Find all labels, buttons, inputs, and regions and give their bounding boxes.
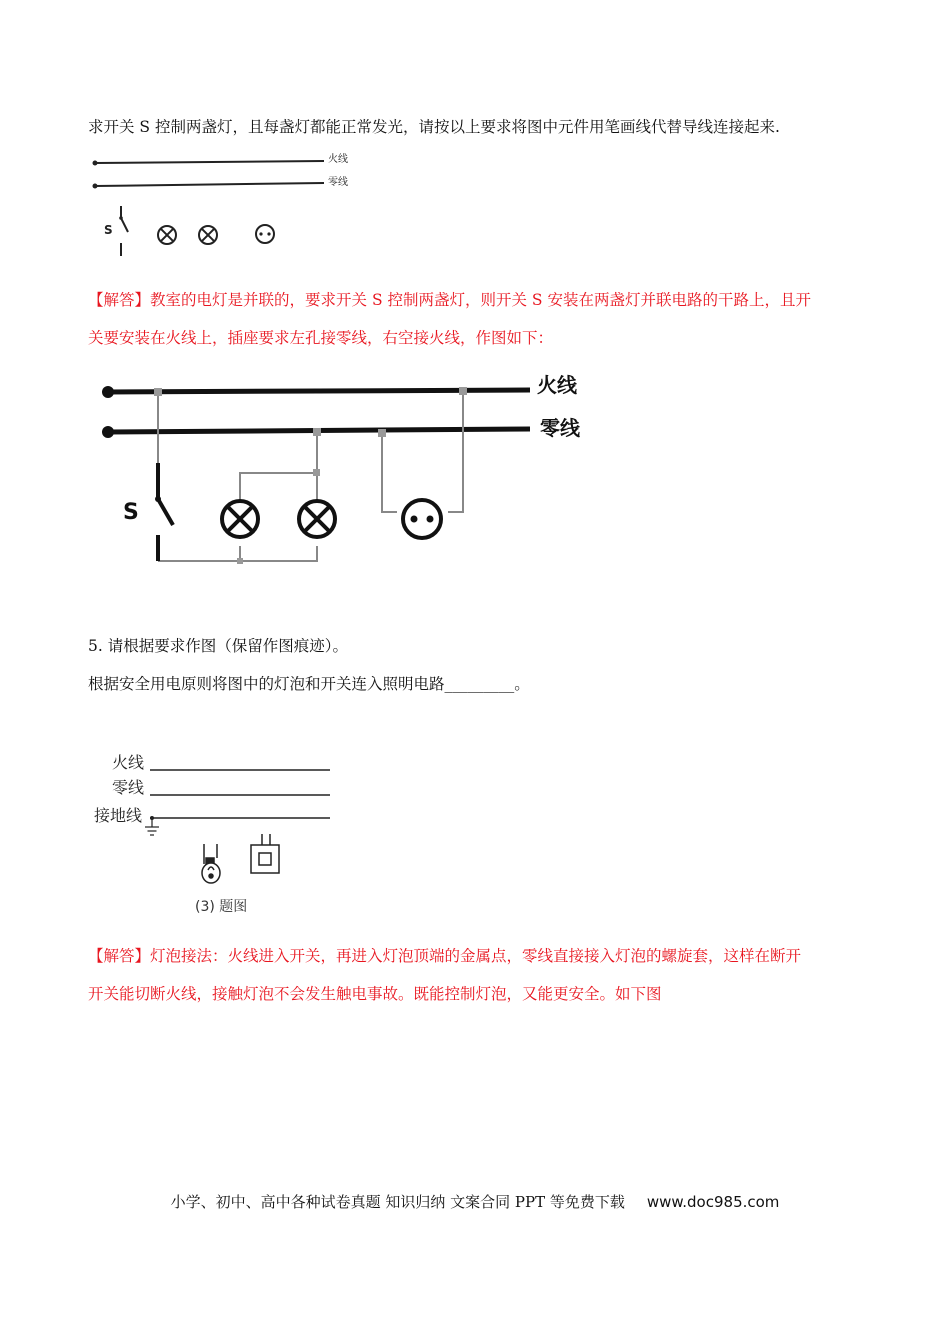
live-wire-label: 火线 [537,373,577,397]
ground-wire-label: 接地线 [94,806,143,825]
socket-icon [256,225,274,243]
answer-4-text-1: 教室的电灯是并联的，要求开关 S 控制两盏灯，则开关 S 安装在两盏灯并联电路的干路上，且开 [150,291,811,309]
lamp-icon [299,501,335,537]
answer-4-line-2: 关要安装在火线上，插座要求左孔接零线，右空接火线，作图如下： [88,329,554,347]
neutral-wire-label: 零线 [328,177,348,188]
socket-icon [403,500,441,538]
lamp-icon [158,226,176,244]
footer-url[interactable]: www.doc985.com [646,1193,780,1211]
switch-icon [123,463,173,561]
bulb-icon [202,844,220,883]
live-wire-label: 火线 [328,154,348,165]
question-5-text: 根据安全用电原则将图中的灯泡和开关连入照明电路_________。 [88,675,530,693]
neutral-wire [95,183,324,186]
switch-icon [104,206,128,256]
answer-4-line-1 [88,290,811,310]
answer-5-line-1 [88,946,801,966]
circuit-diagram-question-5 [92,748,342,918]
footer-text: 小学、初中、高中各种试卷真题 知识归纳 文案合同 PPT 等免费下载 [170,1193,625,1211]
answer-5-line-2: 开关能切断火线，接触灯泡不会发生触电事故。既能控制灯泡，又能更安全。如下图 [88,985,662,1003]
answer-5-text-1: 灯泡接法：火线进入开关，再进入灯泡顶端的金属点，零线直接接入灯泡的螺旋套，这样在断开 [150,947,802,965]
circuit-diagram-question [88,148,368,263]
figure-caption: (3) 题图 [195,899,248,915]
ground-icon [145,818,159,835]
question-4-text: 求开关 S 控制两盏灯，且每盏灯都能正常发光，请按以上要求将图中元件用笔画线代替导线连接起来. [88,118,780,136]
switch-label: S [123,500,139,525]
answer-tag: 【解答】 [88,291,151,309]
neutral-wire-label: 零线 [540,416,580,440]
answer-tag: 【解答】 [88,947,151,965]
live-wire [95,161,324,163]
live-wire-label: 火线 [112,753,145,772]
switch-label: S [104,223,113,237]
lamp-icon [222,501,258,537]
circuit-diagram-answer [95,365,595,570]
question-5-title: 5. 请根据要求作图（保留作图痕迹）。 [88,637,348,655]
neutral-wire-label: 零线 [112,778,145,797]
page-footer [0,1191,950,1212]
lamp-icon [199,226,217,244]
switch-icon [251,834,279,873]
